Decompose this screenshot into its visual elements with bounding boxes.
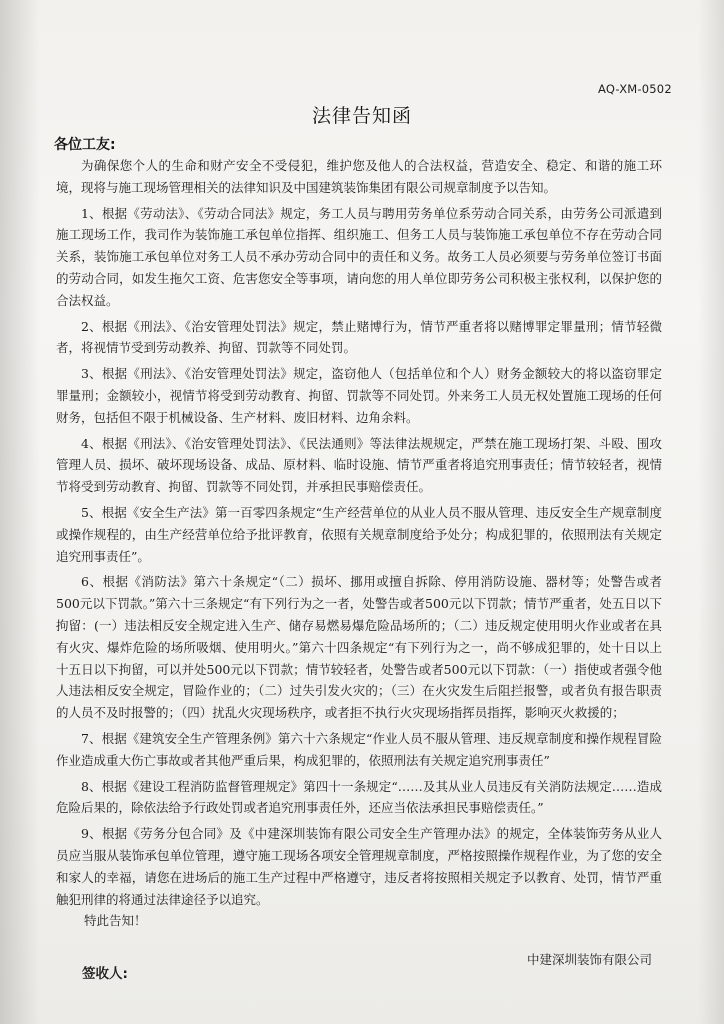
document-body [56, 155, 662, 910]
page-shadow-left [0, 0, 40, 1024]
document-title: 法律告知函 [311, 105, 412, 127]
page-shadow-right [698, 0, 724, 1024]
clause-3: 3、根据《刑法》、《治安管理处罚法》规定，盗窃他人（包括单位和个人）财务金额较大的将以盗窃罪定罪量刑；金额较小，视情节将受到劳动教育、拘留、罚款等不同处罚。外来务工人员无权处置施工现场的任何财务，包括但不限于机械设备、生产材料、废旧材料、边角余料。 [56, 366, 662, 425]
clause-7: 7、根据《建筑安全生产管理条例》第六十六条规定“作业人员不服从管理、违反规章制度和操作规程冒险作业造成重大伤亡事故或者其他严重后果，构成犯罪的，依照刑法有关规定追究刑事责任” [56, 730, 662, 768]
clause-8: 8、根据《建设工程消防监督管理规定》第四十一条规定“……及其从业人员违反有关消防法规定……造成危险后果的，除依法给予行政处罚或者追究刑事责任外，还应当依法承担民事赔偿责任。” [56, 778, 662, 816]
salutation: 各位工友: [54, 137, 116, 153]
closing-remark: 特此告知！ [84, 913, 147, 928]
clause-2: 2、根据《刑法》、《治安管理处罚法》规定，禁止赌博行为，情节严重者将以赌博罪定罪量刑；情节轻微者，将视情节受到劳动教养、拘留、罚款等不同处罚。 [56, 318, 662, 356]
clause-6: 6、根据《消防法》第六十条规定“（二）损坏、挪用或擅自拆除、停用消防设施、器材等；处警告或者500元以下罚款。”第六十三条规定“有下列行为之一者，处警告或者500元以下罚款；情节严重者，处五日以下拘留：(一）违法相反安全规定进入生产、储存易燃易爆危险品场所的；（二）违反规定使用明火作业或者在具有火灾、爆炸危险的场所吸烟、使用明火。”第六十四条规定“有下列行为之一，尚不够成犯罪的，处十日以上十五日以下拘留，可以并处500元以下罚款；情节较轻者，处警告或者500元以下罚款：（一）指使或者强令他人违法相反安全规定，冒险作业的；（二）过失引发火灾的；（三）在火灾发生后阻拦报警，或者负有报告职责的人员不及时报警的；（四）扰乱火灾现场秩序，或者拒不执行火灾现场指挥员指挥，影响灭火救援的； [56, 574, 662, 721]
clause-4: 4、根据《刑法》、《治安管理处罚法》、《民法通则》等法律法规规定，严禁在施工现场打架、斗殴、围攻管理人员、损坏、破坏现场设备、成品、原材料、临时设施、情节严重者将追究刑事责任；情节较轻者，视情节将受到劳动教育、拘留、罚款等不同处罚，并承担民事赔偿责任。 [56, 435, 662, 495]
company-name: 中建深圳装饰有限公司 [527, 952, 653, 967]
document-code: AQ-XM-0502 [598, 82, 672, 96]
intro-paragraph: 为确保您个人的生命和财产安全不受侵犯，维护您及他人的合法权益，营造安全、稳定、和谐的施工环境，现将与施工现场管理相关的法律知识及中国建筑装饰集团有限公司规章制度予以告知。 [56, 158, 662, 195]
clause-9: 9、根据《劳务分包合同》及《中建深圳装饰有限公司安全生产管理办法》的规定，全体装饰劳务从业人员应当服从装饰承包单位管理，遵守施工现场各项安全管理规章制度，严格按照操作规程作业，为了您的安全和家人的幸福，请您在进场后的施工生产过程中严格遵守，违反者将按照相关规定予以教育、处罚，情节严重触犯刑律的将通过法律途径予以追究。 [56, 826, 662, 907]
clause-1: 1、根据《劳动法》、《劳动合同法》规定，务工人员与聘用劳务单位系劳动合同关系，由劳务公司派遣到施工现场工作，我司作为装饰施工承包单位指挥、组织施工、但务工人员与装饰施工承包单位不存在劳动合同关系，装饰施工承包单位对务工人员不承办劳动合同中的责任和义务。故务工人员必须要与劳务单位签订书面的劳动合同，如发生拖欠工资、危害您安全等事项，请向您的用人单位即劳务公司积极主张权利，以保护您的合法权益。 [56, 205, 662, 308]
clause-5: 5、根据《安全生产法》第一百零四条规定“生产经营单位的从业人员不服从管理、违反安全生产规章制度或操作规程的，由生产经营单位给予批评教育，依照有关规章制度给予处分；构成犯罪的，依照刑法有关规定追究刑事责任”。 [56, 504, 662, 564]
signee-label: 签收人: [82, 966, 128, 982]
